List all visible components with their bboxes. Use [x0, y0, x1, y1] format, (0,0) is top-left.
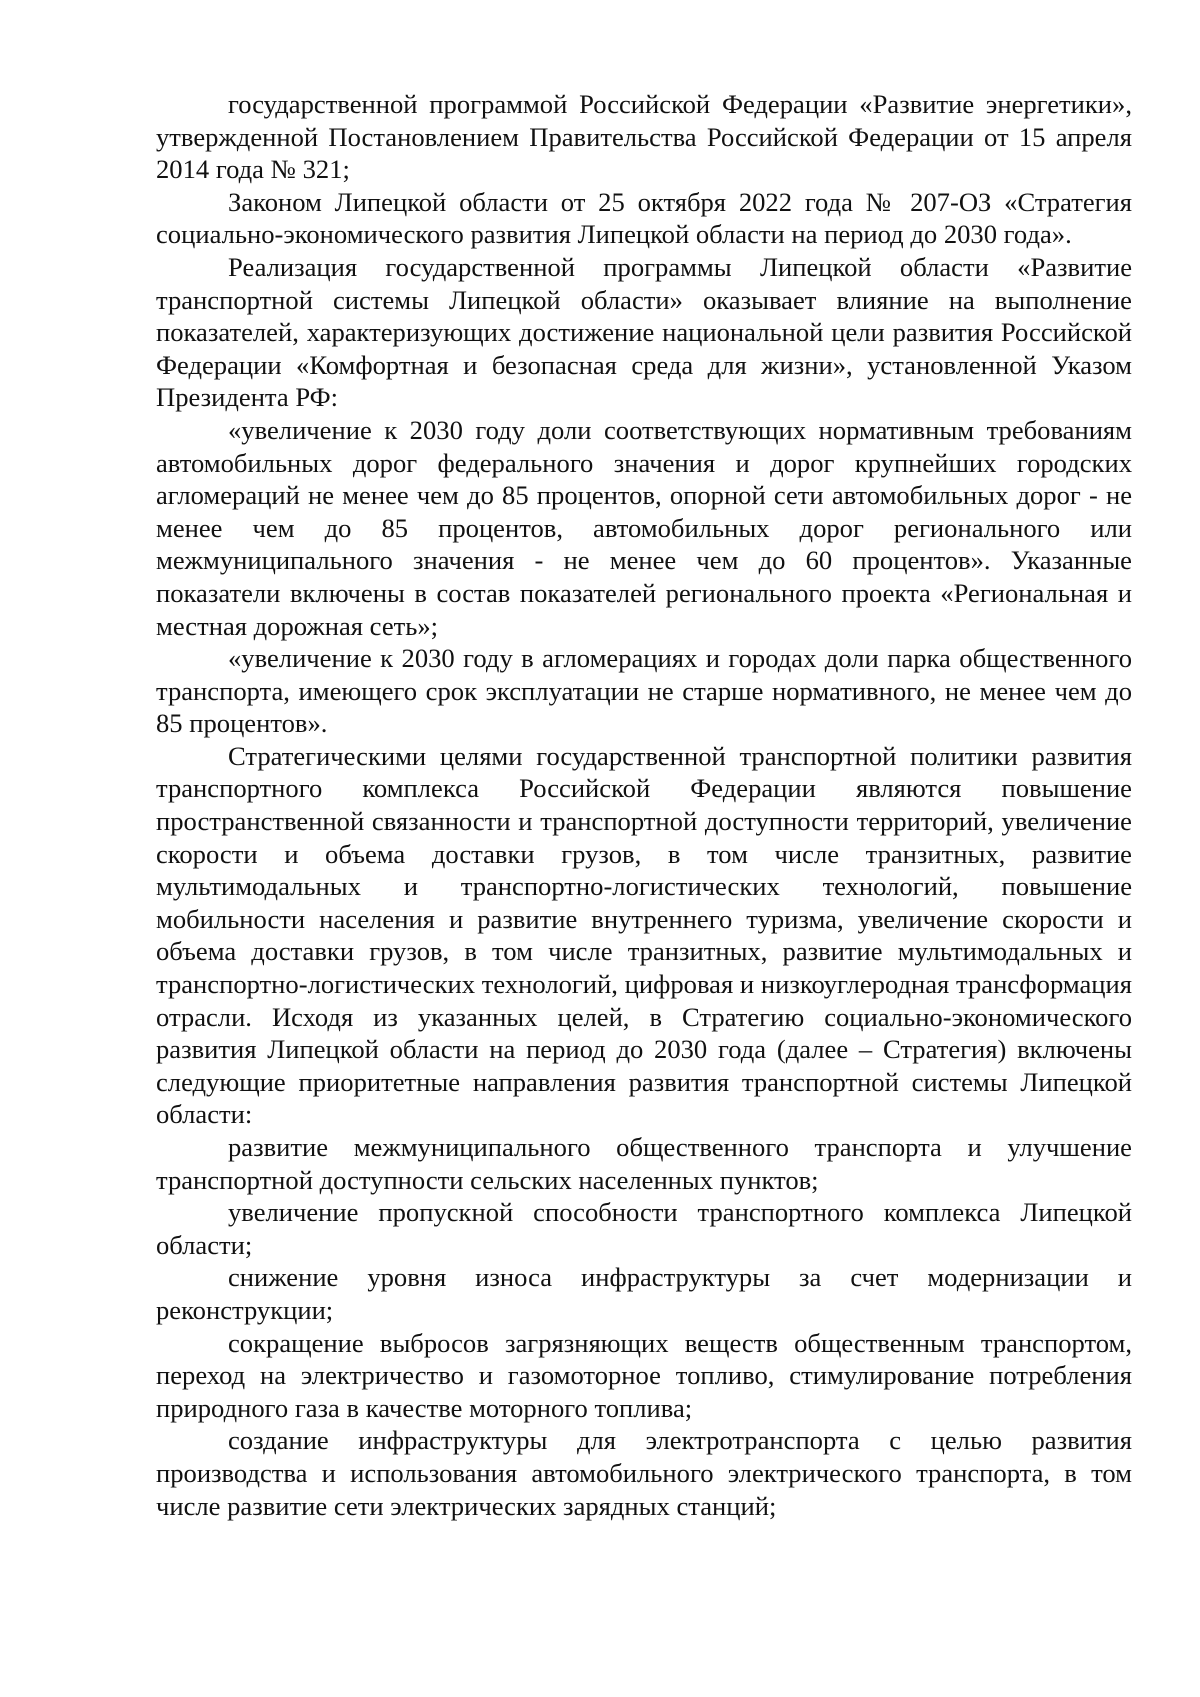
paragraph-energy-program: государственной программой Российской Федерации «Развитие энергетики», утвержденной Постановлением Правительства Российской Федерации от 15 апреля 2014 года № 321;: [156, 89, 1132, 185]
paragraph-priority-infrastructure: снижение уровня износа инфраструктуры за счет модернизации и реконструкции;: [156, 1262, 1132, 1325]
paragraph-priority-emissions: сокращение выбросов загрязняющих веществ общественным транспортом, переход на электричество и газомоторное топливо, стимулирование потребления природного газа в качестве моторного топлива;: [156, 1327, 1132, 1423]
paragraph-road-indicator: «увеличение к 2030 году доли соответствующих нормативным требованиям автомобильных дорог федерального значения и дорог крупнейших городских агломераций не менее чем до 85 процентов, опорной сети автомобильных дорог - не менее чем до 85 процентов, автомобильных дорог регионального или межмуниципального значения - не менее чем до 60 процентов». Указанные показатели включены в состав показателей регионального проекта «Региональная и местная дорожная сеть»;: [156, 414, 1132, 641]
paragraph-regional-law: Законом Липецкой области от 25 октября 2022 года № 207-ОЗ «Стратегия социально-экономического развития Липецкой области на период до 2030 года».: [156, 186, 1132, 250]
paragraph-program-impact: Реализация государственной программы Липецкой области «Развитие транспортной системы Липецкой области» оказывает влияние на выполнение показателей, характеризующих достижение национальной цели развития Российской Федерации «Комфортная и безопасная среда для жизни», установленной Указом Президента РФ:: [156, 251, 1132, 413]
document-body: [156, 88, 1132, 1522]
paragraph-priority-capacity: увеличение пропускной способности транспортного комплекса Липецкой области;: [156, 1197, 1132, 1260]
paragraph-strategic-goals: Стратегическими целями государственной транспортной политики развития транспортного комплекса Российской Федерации являются повышение пространственной связанности и транспортной доступности территорий, увеличение скорости и объема доставки грузов, в том числе транзитных, развитие мультимодальных и транспортно-логистических технологий, повышение мобильности населения и развитие внутреннего туризма, увеличение скорости и объема доставки грузов, в том числе транзитных, развитие мультимодальных и транспортно-логистических технологий, цифровая и низкоуглеродная трансформация отрасли. Исходя из указанных целей, в Стратегию социально-экономического развития Липецкой области на период до 2030 года (далее – Стратегия) включены следующие приоритетные направления развития транспортной системы Липецкой области:: [156, 740, 1132, 1130]
paragraph-priority-electric: создание инфраструктуры для электротранспорта с целью развития производства и использования автомобильного электрического транспорта, в том числе развитие сети электрических зарядных станций;: [156, 1425, 1132, 1521]
paragraph-public-transport-indicator: «увеличение к 2030 году в агломерациях и городах доли парка общественного транспорта, имеющего срок эксплуатации не старше нормативного, не менее чем до 85 процентов».: [156, 643, 1132, 739]
paragraph-priority-intermunicipal: развитие межмуниципального общественного транспорта и улучшение транспортной доступности сельских населенных пунктов;: [156, 1132, 1132, 1195]
